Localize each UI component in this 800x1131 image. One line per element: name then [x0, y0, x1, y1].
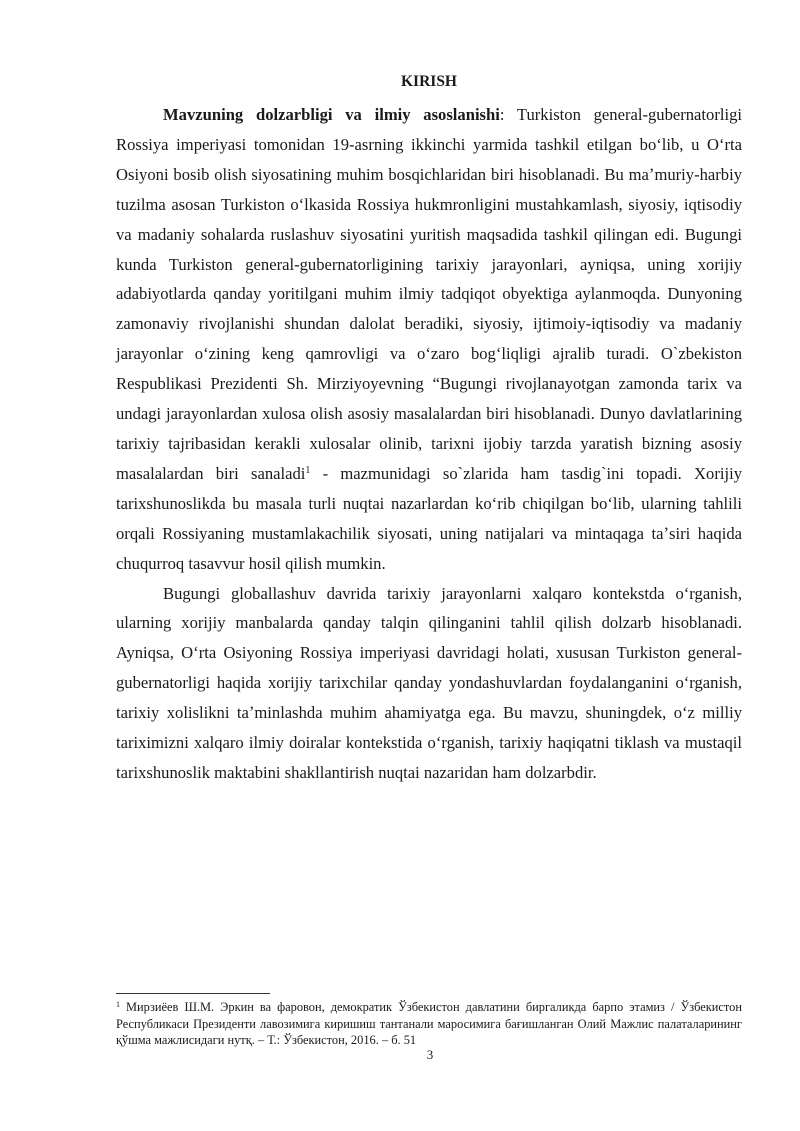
paragraph-text-continued: - mazmunidagi so`zlarida ham tasdig`ini topadi. Xorijiy tarixshunoslikda bu masala turli nuqtai nazarlardan koʻrib chiqilgan boʻlib, ularning tahlili orqali Rossiyaning mustamlakachilik siyosati, uning natijalari va mintaqaga taʼsiri haqida chuqurroq tasavvur hosil qilish mumkin.: [116, 463, 742, 573]
document-page: [116, 72, 742, 788]
page-number: 3: [426, 1047, 434, 1062]
paragraph-lead: Mavzuning dolzarbligi va ilmiy asoslanishi: [163, 105, 500, 124]
section-heading: KIRISH: [401, 73, 457, 90]
footnote: [116, 999, 742, 1049]
paragraph-text: : Turkiston general-gubernatorligi Rossiya imperiyasi tomonidan 19-asrning ikkinchi yarmida tashkil etilgan boʻlib, u Oʻrta Osiyoni bosib olish siyosatining muhim bosqichlaridan biri hisoblanadi. Bu maʼmuriy-harbiy tuzilma asosan Turkiston oʻlkasida Rossiya hukmronligini mustahkamlash, siyosiy, iqtisodiy va madaniy sohalarda ruslashuv siyosatini yuritish maqsadida tashkil qilingan edi. Bugungi kunda Turkiston general-gubernatorligining tarixiy jarayonlari, ayniqsa, uning xorijiy adabiyotlarda qanday yoritilgani muhim ilmiy tadqiqot obyektiga aylanmoqda. Dunyoning zamonaviy rivojlanishi shundan dalolat beradiki, siyosiy, ijtimoiy-iqtisodiy va madaniy jarayonlar oʻzining keng qamrovligi va oʻzaro bogʻliqligi ajralib turadi. O`zbekiston Respublikasi Prezidenti Sh. Mirziyoyevning “Bugungi rivojlanayotgan zamonda tarix va undagi jarayonlardan xulosa olish asosiy masalalardan biri hisoblanadi. Dunyo davlatlarining tarixiy tajribasidan kerakli xulosalar olinib, tarixni ijobiy tarzda yaratish bizning asosiy masalalardan biri sanaladi: [116, 105, 742, 483]
footnote-marker: 1: [116, 1000, 120, 1009]
footnote-text: Мирзиёев Ш.М. Эркин ва фаровон, демократик Ўзбекистон давлатини биргаликда барпо этамиз / Ўзбекистон Республикаси Президенти лавозимига киришиш тантанали маросимига бағишланган Олий Мажлис палаталарининг қўшма мажлисидаги нутқ. – Т.: Ўзбекистон, 2016. – б. 51: [116, 1000, 742, 1047]
paragraph-globalization: Bugungi globallashuv davrida tarixiy jarayonlarni xalqaro kontekstda oʻrganish, ularning xorijiy manbalarda qanday talqin qilinganini tahlil qilish dolzarb hisoblanadi. Ayniqsa, Oʻrta Osiyoning Rossiya imperiyasi davridagi holati, xususan Turkiston general-gubernatorligi haqida xorijiy tarixchilar qanday yondashuvlardan foydalanganini oʻrganish, tarixiy xolislikni taʼminlashda muhim ahamiyatga ega. Bu mavzu, shuningdek, oʻz milliy tariximizni xalqaro ilmiy doiralar kontekstida oʻrganish, tarixiy haqiqatni tiklash va mustaqil tarixshunoslik maktabini shakllantirish nuqtai nazaridan ham dolzarbdir.: [116, 583, 742, 782]
footnote-separator: [116, 993, 270, 994]
footnote-reference[interactable]: 1: [305, 464, 311, 476]
paragraph-relevance: [116, 100, 742, 579]
